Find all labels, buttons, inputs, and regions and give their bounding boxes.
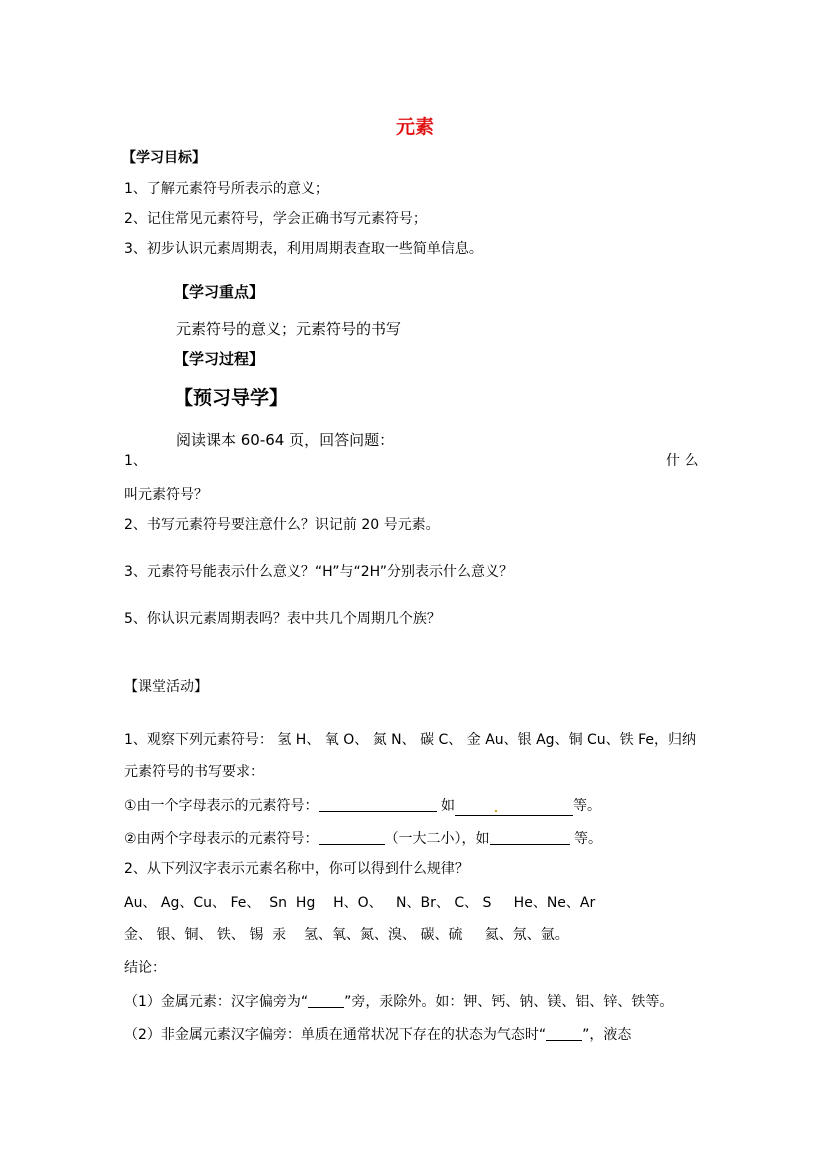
activity-p2: 2、从下列汉字表示元素名称中，你可以得到什么规律？ (124, 861, 469, 877)
conclusion-label: 结论： (124, 960, 166, 976)
answer-blank[interactable] (319, 797, 437, 812)
answer-blank[interactable] (490, 830, 570, 845)
goal-item: 1、了解元素符号所表示的意义； (124, 181, 329, 197)
element-names: 金、 银、铜、 铁、 锡 汞 氢、氧、氮、溴、 碳、硫 氦、氖、氩。 (124, 927, 569, 943)
question-2: 2、书写元素符号要注意什么？识记前 20 号元素。 (124, 517, 440, 533)
goal-item: 3、初步认识元素周期表，利用周期表查取一些简单信息。 (124, 241, 483, 257)
rule-single-letter (124, 797, 601, 816)
rule-single-example: 如 (441, 798, 456, 814)
preview-heading: 【预习导学】 (174, 387, 289, 409)
question-1-number: 1、 (124, 453, 147, 469)
question-3: 3、元素符号能表示什么意义？“H”与“2H”分别表示什么意义？ (124, 564, 514, 580)
answer-blank[interactable] (319, 830, 385, 845)
goal-item: 2、记住常见元素符号，学会正确书写元素符号； (124, 211, 427, 227)
question-5: 5、你认识元素周期表吗？表中共几个周期几个族？ (124, 611, 441, 627)
answer-blank[interactable] (308, 993, 344, 1008)
conclusion-1-start: （1）金属元素：汉字偏旁为“ (124, 994, 309, 1010)
activity-heading: 【课堂活动】 (124, 679, 208, 695)
rule-double-example: （一大二小），如 (384, 831, 490, 847)
rule-double-end: 等。 (574, 831, 603, 847)
preview-intro: 阅读课本 60-64 页，回答问题： (176, 431, 395, 449)
question-1-tail: 什 么 (666, 453, 699, 469)
focus-heading: 【学习重点】 (174, 283, 265, 301)
answer-blank[interactable] (455, 801, 573, 816)
stray-mark (495, 810, 497, 812)
activity-p1-line2: 元素符号的书写要求： (124, 764, 264, 780)
rule-double-label: ②由两个字母表示的元素符号： (124, 831, 319, 847)
rule-double-letter (124, 830, 602, 846)
process-heading: 【学习过程】 (174, 350, 265, 368)
conclusion-1 (124, 993, 673, 1009)
element-symbols: Au、 Ag、Cu、 Fe、 Sn Hg H、O、 N、Br、 C、 S He、Ne、Ar (124, 895, 596, 911)
conclusion-1-end: ”旁，汞除外。如：钾、钙、钠、镁、铝、锌、铁等。 (344, 994, 674, 1010)
focus-text: 元素符号的意义；元素符号的书写 (176, 320, 402, 338)
answer-blank[interactable] (546, 1026, 582, 1041)
conclusion-2-end: ”，液态 (582, 1027, 632, 1043)
activity-p1-line1: 1、观察下列元素符号： 氢 H、 氧 O、 氮 N、 碳 C、 金 Au、银 Ag、铜 Cu、铁 Fe，归纳 (124, 732, 697, 748)
rule-single-label: ①由一个字母表示的元素符号： (124, 798, 319, 814)
conclusion-2-start: （2）非金属元素汉字偏旁：单质在通常状况下存在的状态为气态时“ (124, 1027, 547, 1043)
conclusion-2 (124, 1026, 631, 1042)
question-1-line2: 叫元素符号？ (124, 487, 208, 503)
goals-heading: 【学习目标】 (122, 150, 206, 166)
rule-single-end: 等。 (573, 798, 602, 814)
page-title: 元素 (396, 116, 435, 138)
